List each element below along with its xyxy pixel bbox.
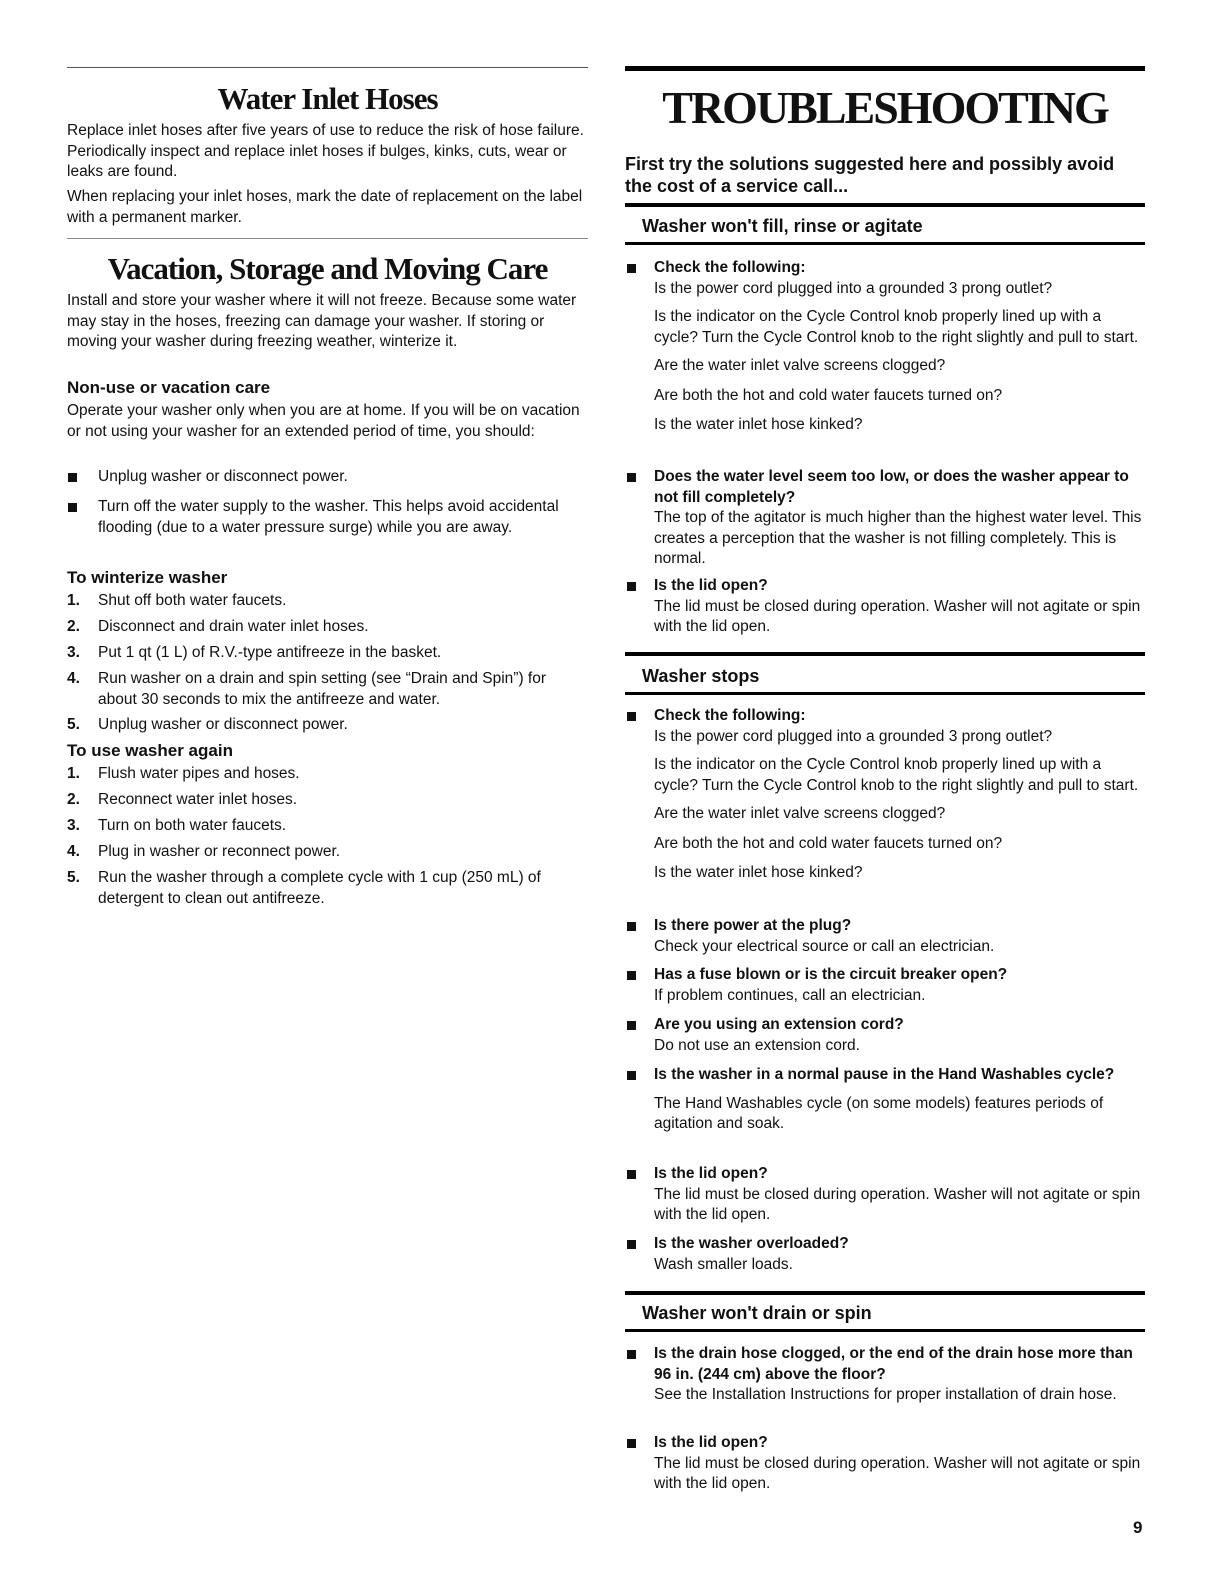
bullet-icon bbox=[627, 473, 636, 482]
list-item: Is there power at the plug? Check your electrical source or call an electrician. bbox=[625, 916, 1145, 957]
list-item: 3. Turn on both water faucets. bbox=[67, 817, 287, 834]
bullet-icon bbox=[627, 1170, 636, 1179]
bullet-icon bbox=[627, 1439, 636, 1448]
list-item: Does the water level seem too low, or does the washer appear to not fill completely? The top of the agitator is much higher than the highest water level. This creates a perception that the washer is not filling completely. This is normal. bbox=[625, 467, 1145, 570]
divider bbox=[625, 203, 1145, 207]
list-item: Check the following: Is the power cord plugged into a grounded 3 prong outlet? Is the indicator on the Cycle Control knob properly lined up with a cycle? Turn the Cycle Control knob to the right slightly and pull to start. Are the water inlet valve screens clogged? Are both the hot and cold water faucets turned on? Is the water inlet hose kinked? bbox=[625, 706, 1145, 884]
bullet-icon bbox=[627, 1240, 636, 1249]
winterize-heading: To winterize washer bbox=[67, 568, 228, 587]
water-inlet-paragraph-1: Replace inlet hoses after five years of use to reduce the risk of hose failure. Periodically inspect and replace inlet hoses if bulges, kinks, cuts, wear or leaks are found. bbox=[67, 122, 584, 180]
bullet-icon bbox=[627, 264, 636, 273]
divider bbox=[625, 242, 1145, 245]
list-item: Are you using an extension cord? Do not use an extension cord. bbox=[625, 1015, 1145, 1056]
list-item: Is the washer overloaded? Wash smaller loads. bbox=[625, 1234, 1145, 1275]
use-again-heading: To use washer again bbox=[67, 741, 233, 760]
bullet-icon bbox=[627, 582, 636, 591]
page-number: 9 bbox=[1133, 1518, 1143, 1537]
divider bbox=[67, 238, 588, 239]
bullet-icon bbox=[627, 1350, 636, 1359]
divider bbox=[625, 1329, 1145, 1332]
bullet-icon bbox=[68, 473, 77, 482]
list-item: 2. Disconnect and drain water inlet hoses. bbox=[67, 618, 369, 635]
list-item: 4. Plug in washer or reconnect power. bbox=[67, 843, 341, 860]
list-item: Is the lid open? The lid must be closed during operation. Washer will not agitate or spin with the lid open. bbox=[625, 1164, 1145, 1226]
list-item: Has a fuse blown or is the circuit breaker open? If problem continues, call an electrician. bbox=[625, 965, 1145, 1006]
section-title: Washer won't drain or spin bbox=[642, 1303, 872, 1323]
bullet-icon bbox=[627, 971, 636, 980]
divider bbox=[67, 67, 588, 68]
list-item: Unplug washer or disconnect power. bbox=[67, 467, 588, 488]
water-inlet-heading: Water Inlet Hoses bbox=[217, 81, 438, 116]
divider bbox=[625, 692, 1145, 695]
list-item: 3. Put 1 qt (1 L) of R.V.-type antifreeze in the basket. bbox=[67, 644, 442, 661]
bullet-icon bbox=[627, 1021, 636, 1030]
section-title: Washer stops bbox=[642, 666, 760, 686]
list-item: Check the following: Is the power cord plugged into a grounded 3 prong outlet? Is the indicator on the Cycle Control knob properly lined up with a cycle? Turn the Cycle Control knob to the right slightly and pull to start. Are the water inlet valve screens clogged? Are both the hot and cold water faucets turned on? Is the water inlet hose kinked? bbox=[625, 258, 1145, 436]
bullet-icon bbox=[627, 1071, 636, 1080]
list-item: Is the drain hose clogged, or the end of the drain hose more than 96 in. (244 cm) above the floor? See the Installation Instructions for proper installation of drain hose. bbox=[625, 1344, 1145, 1406]
list-item: Is the lid open? The lid must be closed during operation. Washer will not agitate or spin with the lid open. bbox=[625, 576, 1145, 638]
list-item: 5. Run the washer through a complete cycle with 1 cup (250 mL) of detergent to clean out antifreeze. bbox=[67, 869, 541, 907]
list-item: 4. Run washer on a drain and spin setting (see “Drain and Spin”) for about 30 seconds to mix the antifreeze and water. bbox=[67, 670, 547, 708]
bullet-icon bbox=[68, 503, 77, 512]
intro-text: First try the solutions suggested here and possibly avoid the cost of a service call... bbox=[625, 154, 1115, 196]
section-title: Washer won't fill, rinse or agitate bbox=[642, 216, 923, 236]
divider bbox=[625, 652, 1145, 656]
divider bbox=[625, 66, 1145, 71]
list-item: 1. Shut off both water faucets. bbox=[67, 592, 287, 609]
list-item: 5. Unplug washer or disconnect power. bbox=[67, 716, 348, 733]
nonuse-heading: Non-use or vacation care bbox=[67, 378, 271, 397]
nonuse-paragraph: Operate your washer only when you are at home. If you will be on vacation or not using your washer for an extended period of time, you should: bbox=[67, 402, 580, 440]
page-title: TROUBLESHOOTING bbox=[662, 82, 1108, 133]
list-item: Is the lid open? The lid must be closed during operation. Washer will not agitate or spin with the lid open. bbox=[625, 1433, 1145, 1495]
list-item: 2. Reconnect water inlet hoses. bbox=[67, 791, 298, 808]
water-inlet-paragraph-2: When replacing your inlet hoses, mark the date of replacement on the label with a permanent marker. bbox=[67, 188, 583, 226]
vacation-paragraph: Install and store your washer where it will not freeze. Because some water may stay in the hoses, freezing can damage your washer. If storing or moving your washer during freezing weather, winterize it. bbox=[67, 292, 577, 350]
list-item: Turn off the water supply to the washer. This helps avoid accidental flooding (due to a water pressure surge) while you are away. bbox=[67, 497, 588, 538]
list-item: 1. Flush water pipes and hoses. bbox=[67, 765, 300, 782]
bullet-icon bbox=[627, 922, 636, 931]
divider bbox=[625, 1291, 1145, 1295]
vacation-heading: Vacation, Storage and Moving Care bbox=[107, 251, 548, 286]
bullet-icon bbox=[627, 712, 636, 721]
list-item: Is the washer in a normal pause in the Hand Washables cycle? The Hand Washables cycle (on some models) features periods of agitation and soak. bbox=[625, 1065, 1145, 1135]
